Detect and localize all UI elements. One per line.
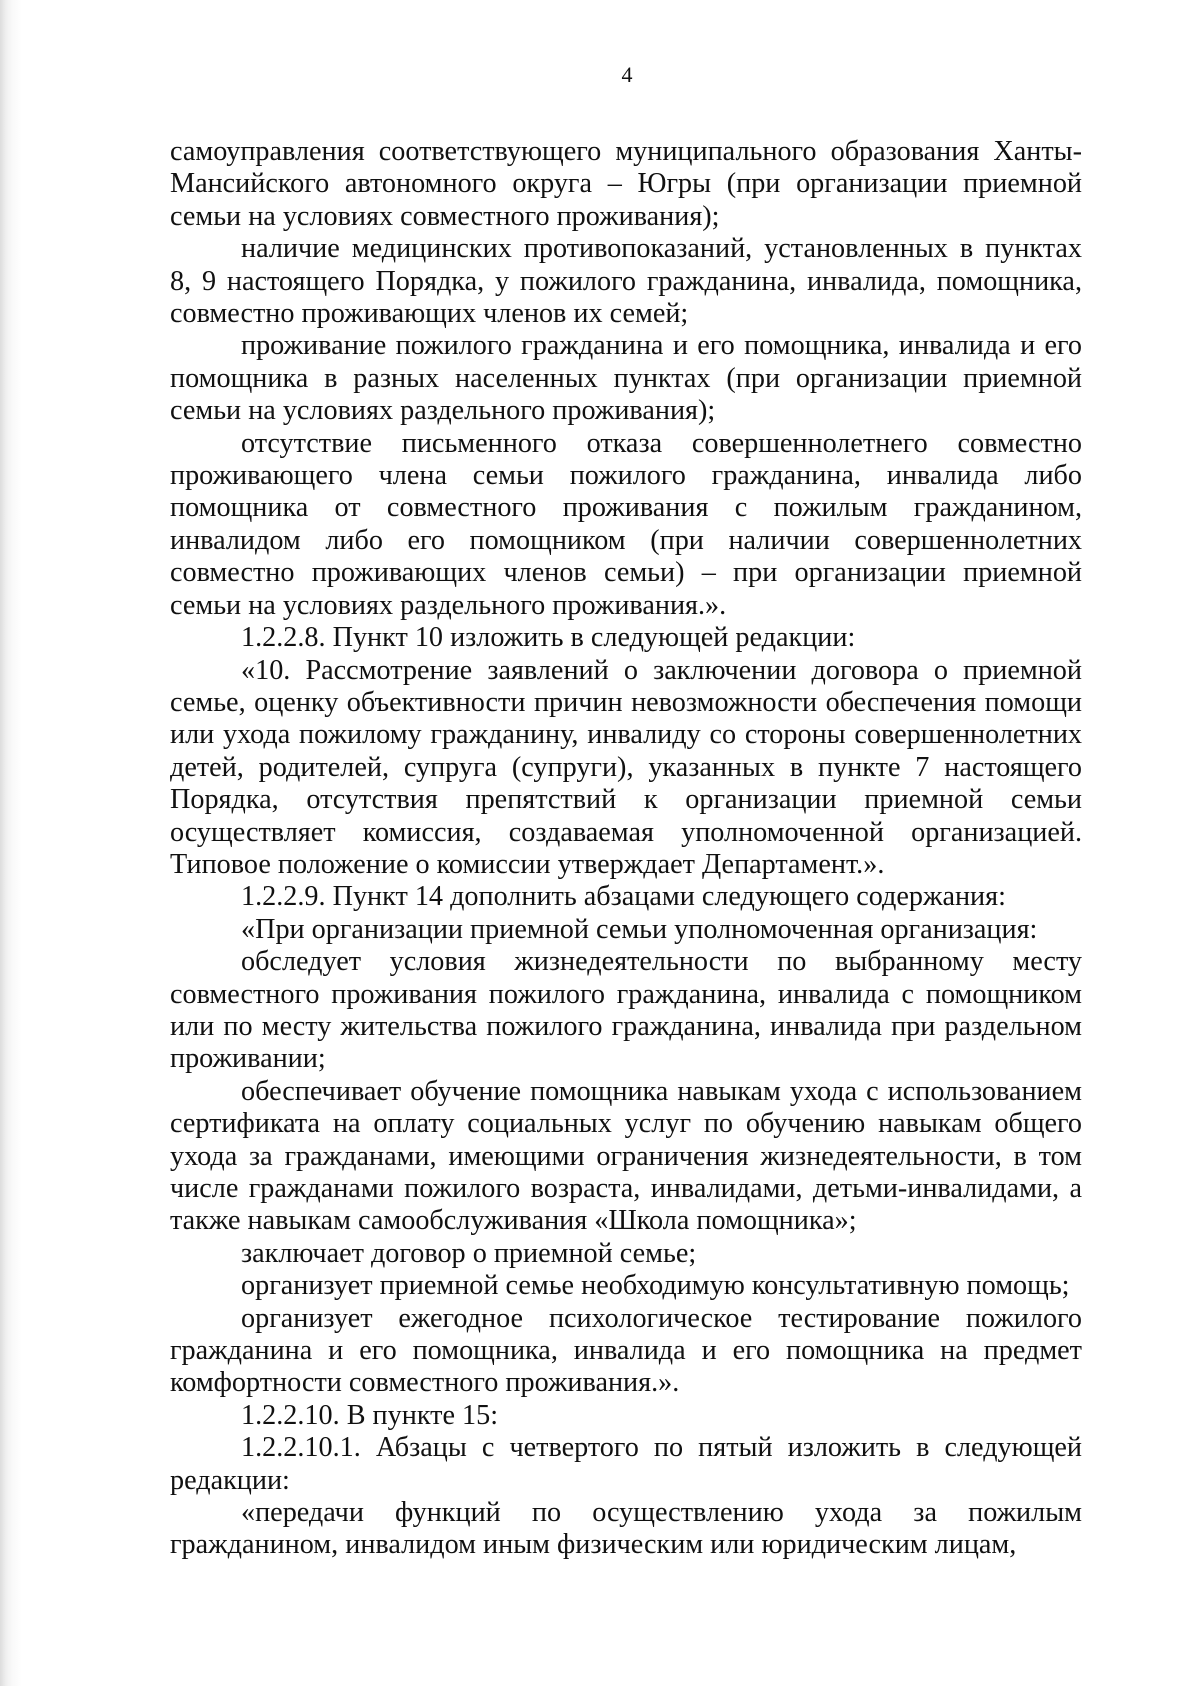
paragraph-written-refusal: отсутствие письменного отказа совершеннолетнего совместно проживающего члена семьи пожилого гражданина, инвалида либо помощника от совместного проживания с пожилым гражданином, инвалидом либо его помощником (при наличии совершеннолетних совместно проживающих членов семьи) – при организации приемной семьи на условиях раздельного проживания.».: [170, 427, 1082, 621]
paragraph-psychological-testing: организует ежегодное психологическое тестирование пожилого гражданина и его помощника, инвалида и его помощника на предмет комфортности совместного проживания.».: [170, 1302, 1082, 1399]
paragraph-item-1-2-2-10: 1.2.2.10. В пункте 15:: [241, 1399, 499, 1431]
paragraph-organizes-consultation: организует приемной семье необходимую консультативную помощь;: [241, 1270, 1070, 1302]
paragraph-transfer-functions: «передачи функций по осуществлению ухода за пожилым гражданином, инвалидом иным физическим или юридическим лицам,: [170, 1497, 1082, 1561]
paragraph-authorized-organization: «При организации приемной семьи уполномоченная организация:: [241, 913, 1038, 945]
paragraph-examines-conditions: обследует условия жизнедеятельности по выбранному месту совместного проживания пожилого гражданина, инвалида с помощником или по месту жительства пожилого гражданина, инвалида при раздельном проживании;: [170, 946, 1082, 1075]
paragraph-continuation: самоуправления соответствующего муниципального образования Ханты-Мансийского автономного округа – Югры (при организации приемной семьи на условиях совместного проживания);: [170, 136, 1082, 232]
paragraph-item-1-2-2-8: 1.2.2.8. Пункт 10 изложить в следующей редакции:: [241, 622, 856, 654]
paragraph-point-10-text: «10. Рассмотрение заявлений о заключении договора о приемной семье, оценку объективности причин невозможности обеспечения помощи или ухода пожилому гражданину, инвалиду со стороны совершеннолетних детей, родителей, супруга (супруги), указанных в пункте 7 настоящего Порядка, отсутствия препятствий к организации приемной семьи осуществляет комиссия, создаваемая уполномоченной организацией. Типовое положение о комиссии утверждает Департамент.».: [170, 654, 1082, 880]
paragraph-item-1-2-2-10-1: 1.2.2.10.1. Абзацы с четвертого по пятый изложить в следующей редакции:: [170, 1432, 1082, 1496]
paragraph-medical-contraindications: наличие медицинских противопоказаний, установленных в пунктах 8, 9 настоящего Порядка, у пожилого гражданина, инвалида, помощника, совместно проживающих членов их семей;: [170, 233, 1082, 330]
paragraph-provides-training: обеспечивает обучение помощника навыкам ухода с использованием сертификата на оплату социальных услуг по обучению навыкам общего ухода за гражданами, имеющими ограничения жизнедеятельности, в том числе гражданами пожилого возраста, инвалидами, детьми-инвалидами, а также навыкам самообслуживания «Школа помощника»;: [170, 1075, 1082, 1237]
paragraph-item-1-2-2-9: 1.2.2.9. Пункт 14 дополнить абзацами следующего содержания:: [241, 881, 1006, 913]
paragraph-different-settlements: проживание пожилого гражданина и его помощника, инвалида и его помощника в разных населенных пунктах (при организации приемной семьи на условиях раздельного проживания);: [170, 330, 1082, 427]
page-number: 4: [621, 62, 633, 87]
document-body: [170, 136, 1082, 1562]
paragraph-concludes-contract: заключает договор о приемной семье;: [241, 1237, 697, 1269]
